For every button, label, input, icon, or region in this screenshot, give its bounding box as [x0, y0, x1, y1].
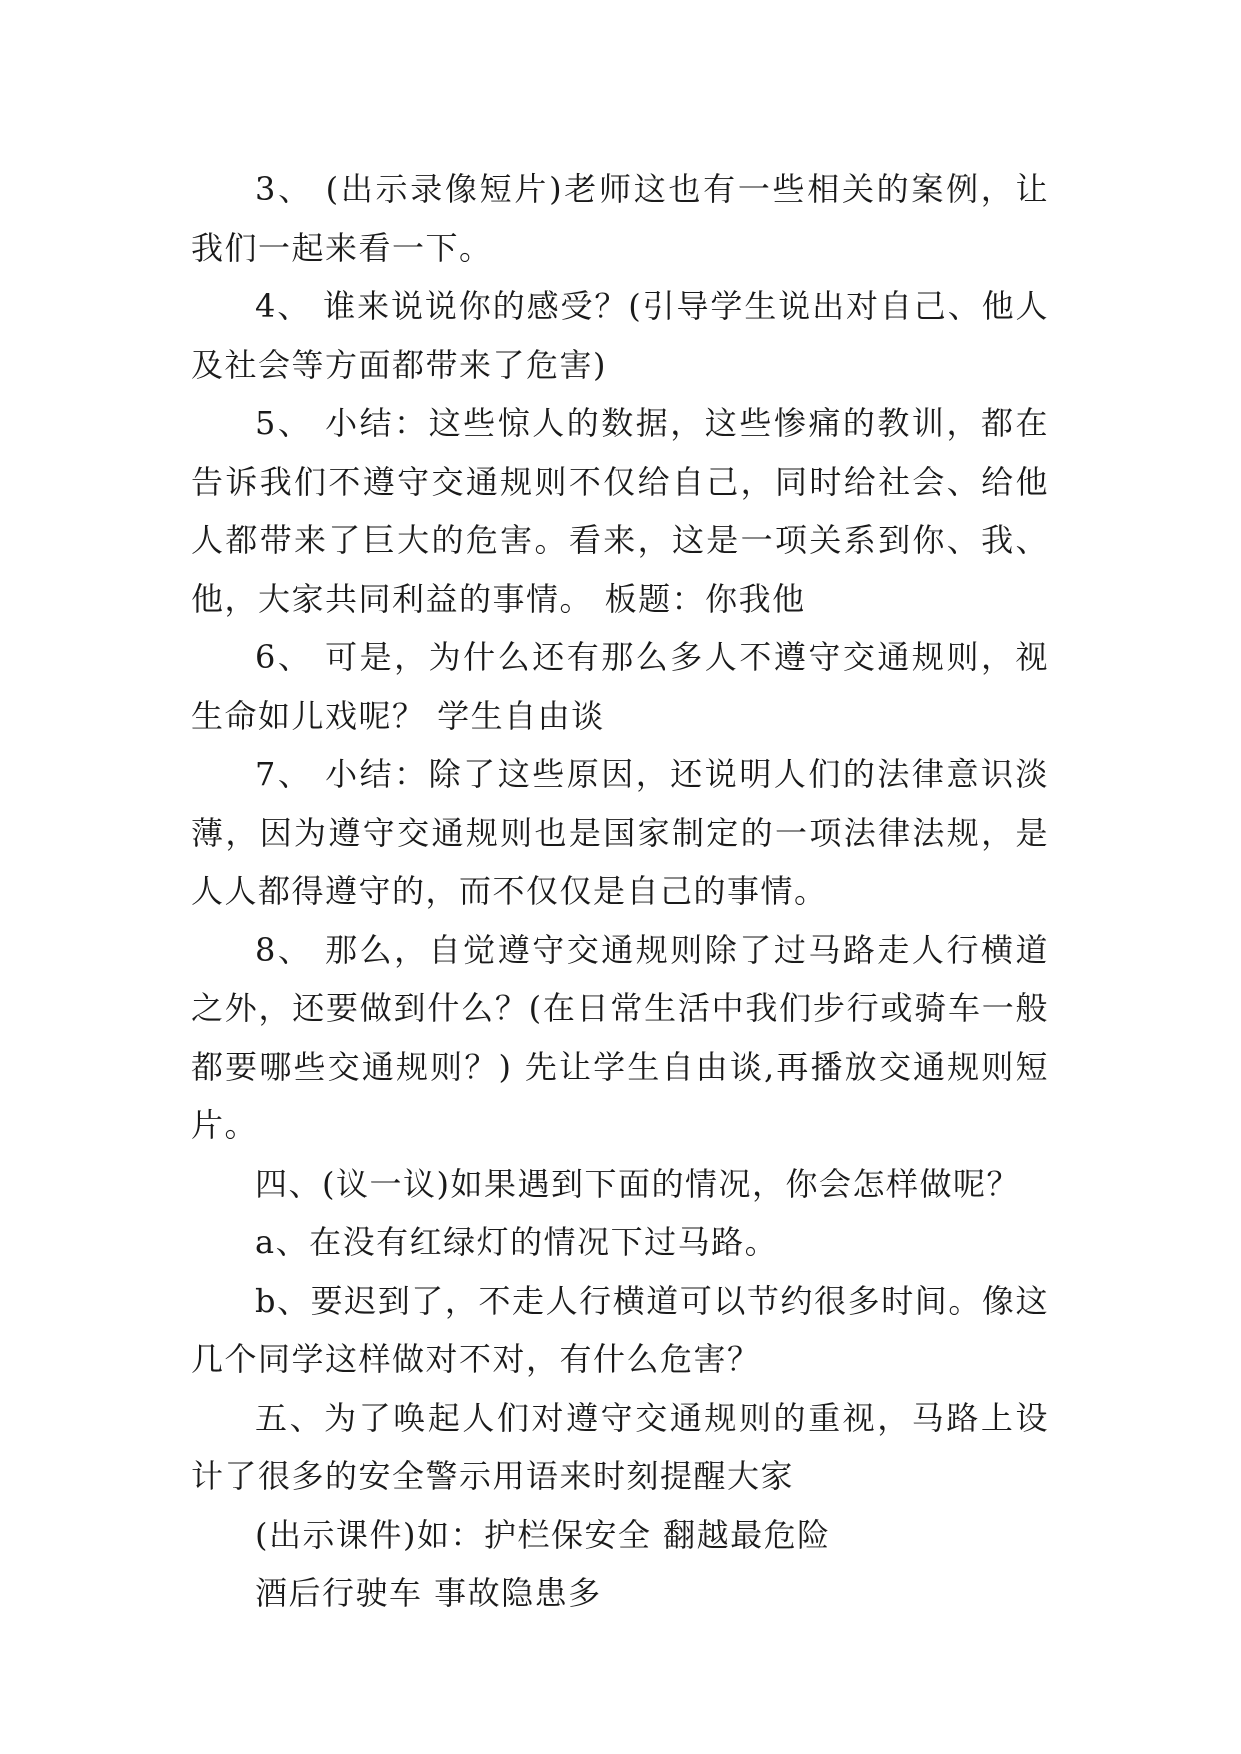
paragraph-item-7: 7、 小结：除了这些原因，还说明人们的法律意识淡薄，因为遵守交通规则也是国家制定的一项法律法规，是人人都得遵守的，而不仅仅是自己的事情。 [191, 755, 1049, 910]
paragraph-item-5: 5、 小结：这些惊人的数据，这些惨痛的教训，都在告诉我们不遵守交通规则不仅给自己，同时给社会、给他人都带来了巨大的危害。看来，这是一项关系到你、我、他，大家共同利益的事情。 板题：你我他 [191, 404, 1049, 618]
section-four-heading: 四、(议一议)如果遇到下面的情况，你会怎样做呢？ [255, 1164, 1020, 1203]
case-a-paragraph: a、在没有红绿灯的情况下过马路。 [255, 1223, 779, 1261]
section-five-paragraph: 五、为了唤起人们对遵守交通规则的重视，马路上设计了很多的安全警示用语来时刻提醒大家 [191, 1398, 1049, 1495]
slogan-line-1: (出示课件)如：护栏保安全 翻越最危险 [255, 1515, 831, 1554]
paragraph-item-4: 4、 谁来说说你的感受？(引导学生说出对自己、他人及社会等方面都带来了危害) [191, 287, 1049, 384]
case-b-paragraph: b、要迟到了，不走人行横道可以节约很多时间。像这几个同学这样做对不对，有什么危害？ [191, 1281, 1049, 1378]
paragraph-item-6: 6、 可是，为什么还有那么多人不遵守交通规则，视生命如儿戏呢？ 学生自由谈 [191, 638, 1049, 735]
slogan-line-2: 酒后行驶车 事故隐患多 [255, 1574, 602, 1612]
document-body [191, 160, 1049, 1623]
paragraph-item-8: 8、 那么，自觉遵守交通规则除了过马路走人行横道之外，还要做到什么？(在日常生活中我们步行或骑车一般都要哪些交通规则？) 先让学生自由谈,再播放交通规则短片。 [191, 930, 1049, 1144]
paragraph-item-3: 3、 (出示录像短片)老师这也有一些相关的案例，让我们一起来看一下。 [191, 170, 1049, 267]
